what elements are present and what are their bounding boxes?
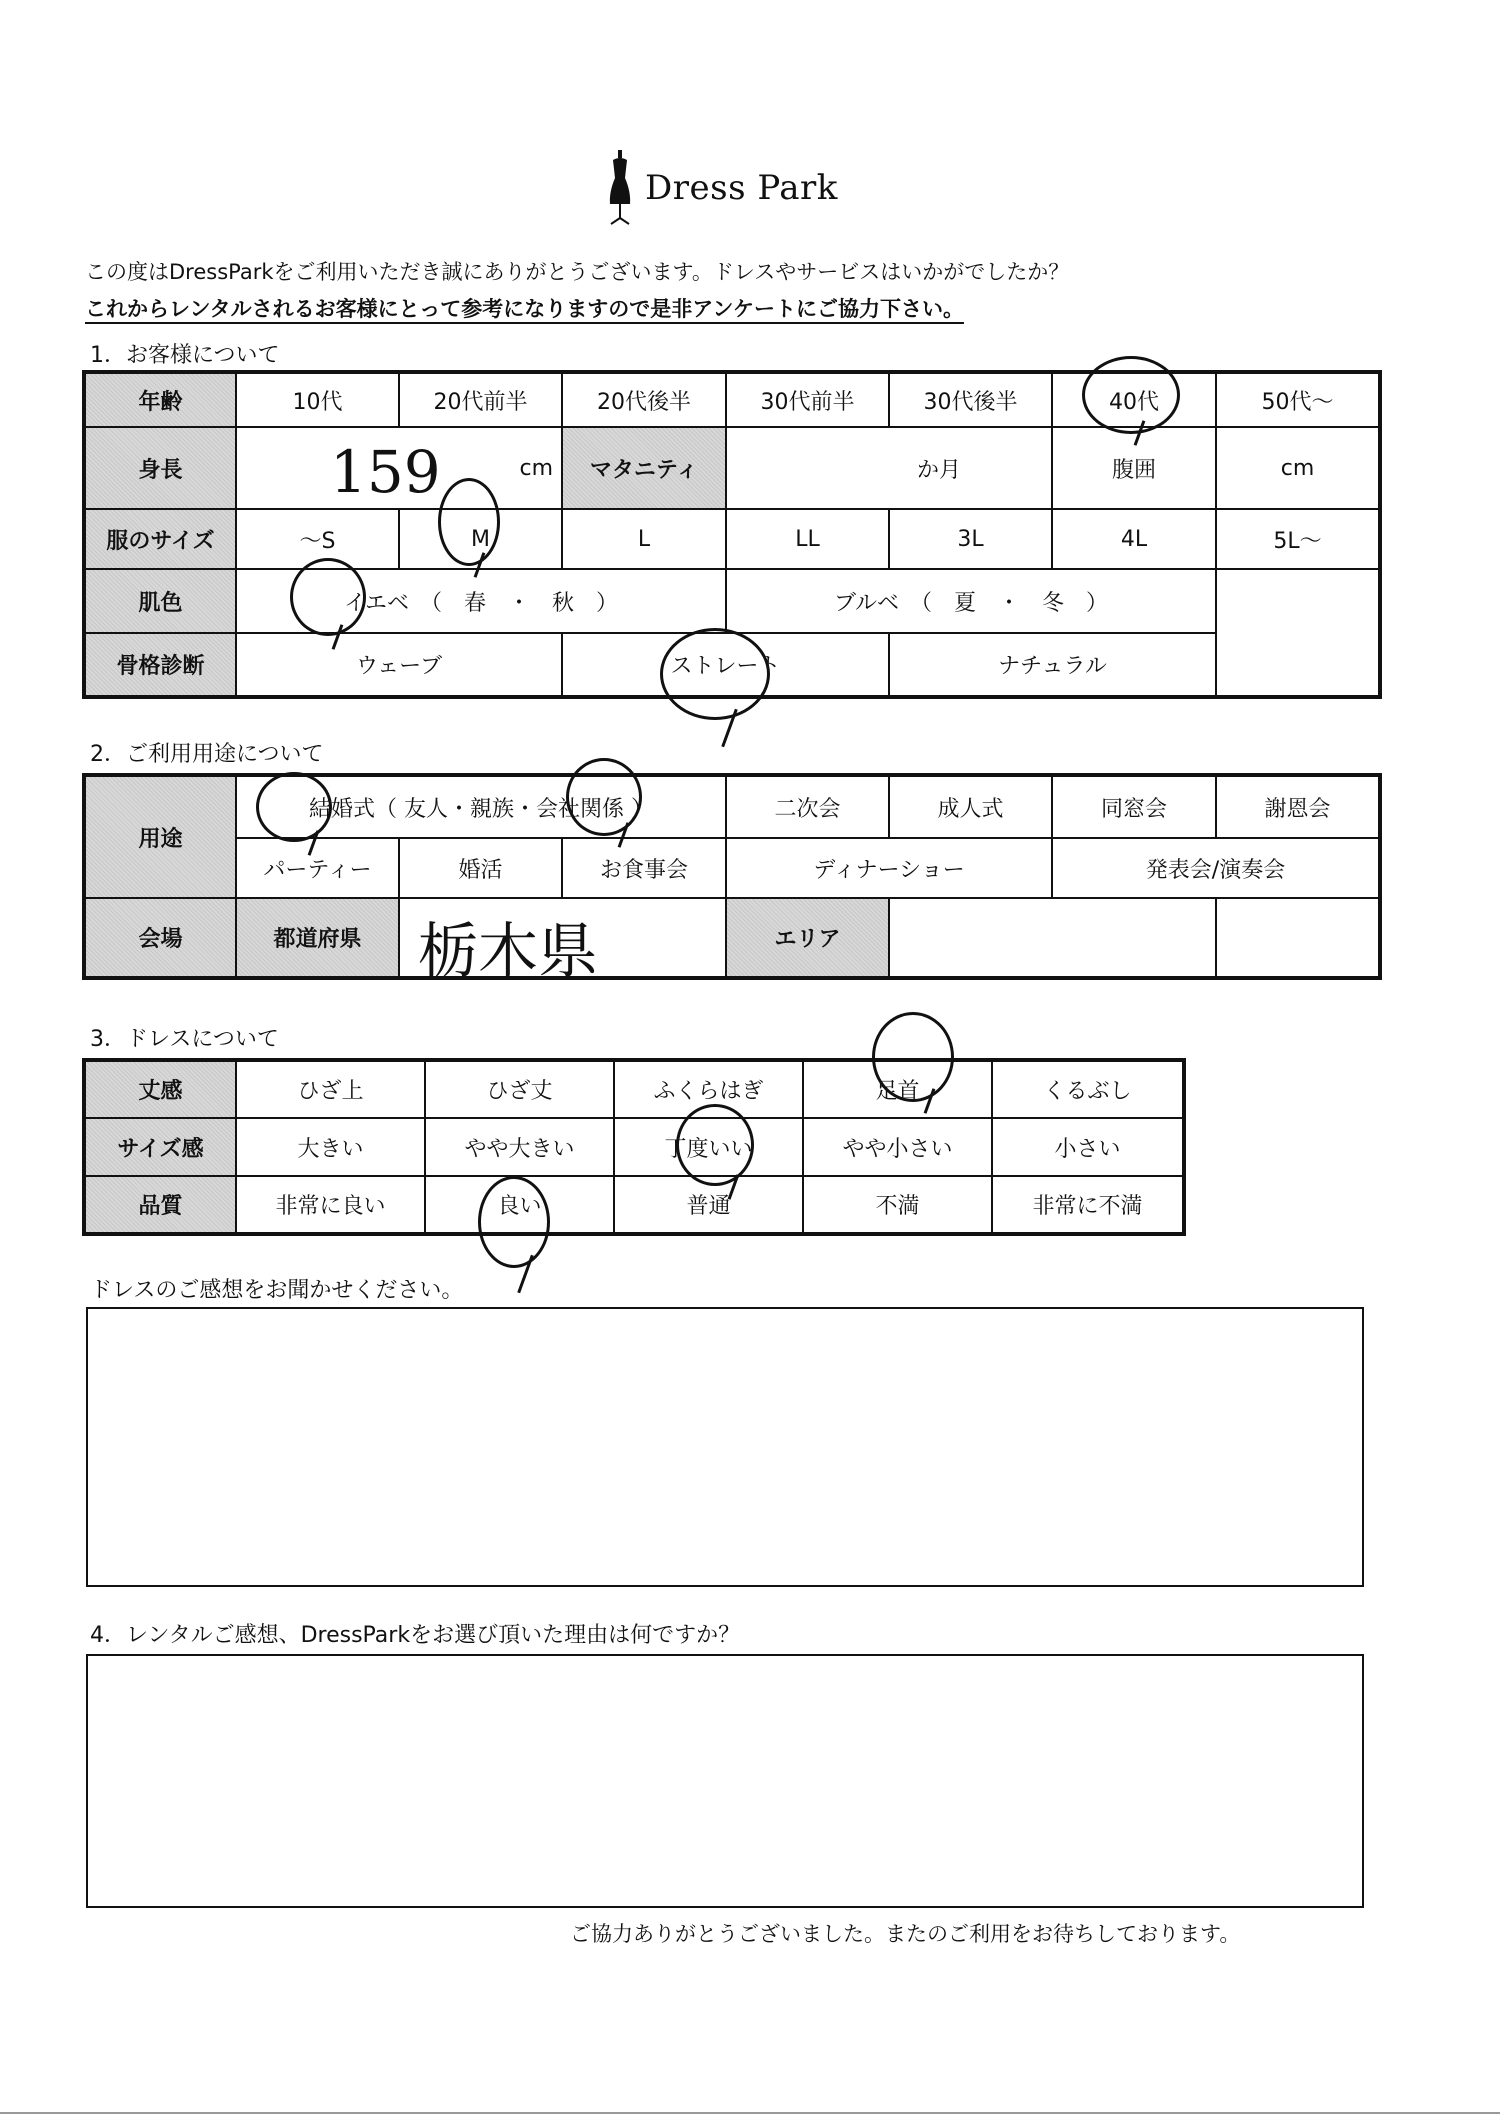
- section2-title: 2．ご利用用途について: [90, 742, 324, 767]
- height-row: [84, 427, 1380, 509]
- age-option[interactable]: 20代後半: [562, 372, 726, 427]
- months-unit: か月: [916, 457, 961, 483]
- fit-option[interactable]: 大きい: [236, 1118, 425, 1176]
- waist-field[interactable]: [1216, 427, 1380, 509]
- skeleton-label: 骨格診断: [84, 633, 236, 697]
- purpose-row-2: [84, 838, 1380, 898]
- fit-label: サイズ感: [84, 1118, 236, 1176]
- size-option[interactable]: M: [399, 509, 562, 569]
- area-label: エリア: [726, 898, 889, 978]
- age-option[interactable]: 20代前半: [399, 372, 562, 427]
- age-row: [84, 372, 1380, 427]
- selection-circle: [660, 628, 770, 720]
- purpose-option[interactable]: 結婚式（ 友人・親族・会社関係 ）: [236, 775, 726, 838]
- maternity-field[interactable]: [726, 427, 1052, 509]
- section1-title: 1．お客様について: [90, 343, 280, 368]
- age-option[interactable]: 30代前半: [726, 372, 889, 427]
- skin-label: 肌色: [84, 569, 236, 633]
- prefecture-label: 都道府県: [236, 898, 399, 978]
- quality-option[interactable]: 不満: [803, 1176, 992, 1234]
- selection-circle: [256, 772, 332, 842]
- selection-circle: [478, 1176, 550, 1268]
- quality-row: [84, 1176, 1184, 1234]
- selection-circle: [676, 1104, 754, 1186]
- waist-label: 腹囲: [1052, 427, 1216, 509]
- length-option[interactable]: ふくらはぎ: [614, 1060, 803, 1118]
- footer-thanks: ご協力ありがとうございました。またのご利用をお待ちしております。: [570, 1922, 1241, 1946]
- reason-comment-box[interactable]: [86, 1654, 1364, 1908]
- dress-comment-prompt: ドレスのご感想をお聞かせください。: [90, 1278, 464, 1303]
- age-option[interactable]: 30代後半: [889, 372, 1052, 427]
- logo: [605, 148, 845, 228]
- size-option[interactable]: ～S: [236, 509, 399, 569]
- intro-request: これからレンタルされるお客様にとって参考になりますので是非アンケートにご協力下さい。: [85, 297, 964, 321]
- section4-title: 4．レンタルご感想、DressParkをお選び頂いた理由は何ですか？: [90, 1623, 741, 1648]
- skeleton-option[interactable]: ナチュラル: [889, 633, 1216, 697]
- fit-option[interactable]: 丁度いい: [614, 1118, 803, 1176]
- selection-circle: [566, 758, 642, 836]
- skin-option[interactable]: イエベ （ 春 ・ 秋 ）: [236, 569, 726, 633]
- size-option[interactable]: 4L: [1052, 509, 1216, 569]
- size-option[interactable]: L: [562, 509, 726, 569]
- dress-table: [82, 1058, 1186, 1236]
- maternity-label: マタニティ: [562, 427, 726, 509]
- height-unit: cm: [519, 455, 553, 481]
- size-option[interactable]: 3L: [889, 509, 1052, 569]
- venue-row: [84, 898, 1380, 978]
- quality-option[interactable]: 非常に不満: [992, 1176, 1184, 1234]
- dress-form-icon: [605, 148, 635, 228]
- height-label: 身長: [84, 427, 236, 509]
- purpose-option[interactable]: 二次会: [726, 775, 889, 838]
- venue-label: 会場: [84, 898, 236, 978]
- length-label: 丈感: [84, 1060, 236, 1118]
- purpose-option[interactable]: 謝恩会: [1216, 775, 1380, 838]
- quality-option[interactable]: 非常に良い: [236, 1176, 425, 1234]
- fit-option[interactable]: 小さい: [992, 1118, 1184, 1176]
- fit-row: [84, 1118, 1184, 1176]
- fit-option[interactable]: やや大きい: [425, 1118, 614, 1176]
- age-option[interactable]: 50代～: [1216, 372, 1380, 427]
- purpose-option[interactable]: 成人式: [889, 775, 1052, 838]
- length-option[interactable]: 足首: [803, 1060, 992, 1118]
- quality-label: 品質: [84, 1176, 236, 1234]
- purpose-label: 用途: [84, 775, 236, 898]
- purpose-option[interactable]: 婚活: [399, 838, 562, 898]
- intro-text: この度はDressParkをご利用いただき誠にありがとうございます。ドレスやサービスはいかがでしたか？: [85, 260, 1070, 284]
- age-option[interactable]: 40代: [1052, 372, 1216, 427]
- skin-row: [84, 569, 1380, 633]
- handwritten-height: 159: [330, 438, 441, 506]
- skeleton-option[interactable]: ストレート: [562, 633, 889, 697]
- logo-text: Dress Park: [645, 168, 838, 208]
- selection-circle: [438, 478, 500, 566]
- fit-option[interactable]: やや小さい: [803, 1118, 992, 1176]
- size-option[interactable]: 5L～: [1216, 509, 1380, 569]
- purpose-option[interactable]: 同窓会: [1052, 775, 1216, 838]
- selection-circle: [872, 1012, 954, 1102]
- selection-circle: [290, 558, 366, 636]
- skeleton-option[interactable]: ウェーブ: [236, 633, 562, 697]
- size-option[interactable]: LL: [726, 509, 889, 569]
- size-row: [84, 509, 1380, 569]
- length-option[interactable]: ひざ上: [236, 1060, 425, 1118]
- length-option[interactable]: ひざ丈: [425, 1060, 614, 1118]
- purpose-option[interactable]: パーティー: [236, 838, 399, 898]
- waist-unit: cm: [1280, 455, 1315, 481]
- age-option[interactable]: 10代: [236, 372, 399, 427]
- handwritten-prefecture: 栃木県: [418, 917, 598, 987]
- quality-option[interactable]: 普通: [614, 1176, 803, 1234]
- purpose-option[interactable]: ディナーショー: [726, 838, 1052, 898]
- section3-title: 3．ドレスについて: [90, 1027, 279, 1052]
- quality-option[interactable]: 良い: [425, 1176, 614, 1234]
- page-edge-line: [0, 2112, 1500, 2114]
- dress-comment-box[interactable]: [86, 1307, 1364, 1587]
- purpose-option[interactable]: 発表会/演奏会: [1052, 838, 1380, 898]
- purpose-option[interactable]: お食事会: [562, 838, 726, 898]
- selection-circle: [1082, 356, 1180, 434]
- length-row: [84, 1060, 1184, 1118]
- age-label: 年齢: [84, 372, 236, 427]
- skin-option[interactable]: ブルベ （ 夏 ・ 冬 ）: [726, 569, 1216, 633]
- area-field[interactable]: [889, 898, 1216, 978]
- length-option[interactable]: くるぶし: [992, 1060, 1184, 1118]
- size-label: 服のサイズ: [84, 509, 236, 569]
